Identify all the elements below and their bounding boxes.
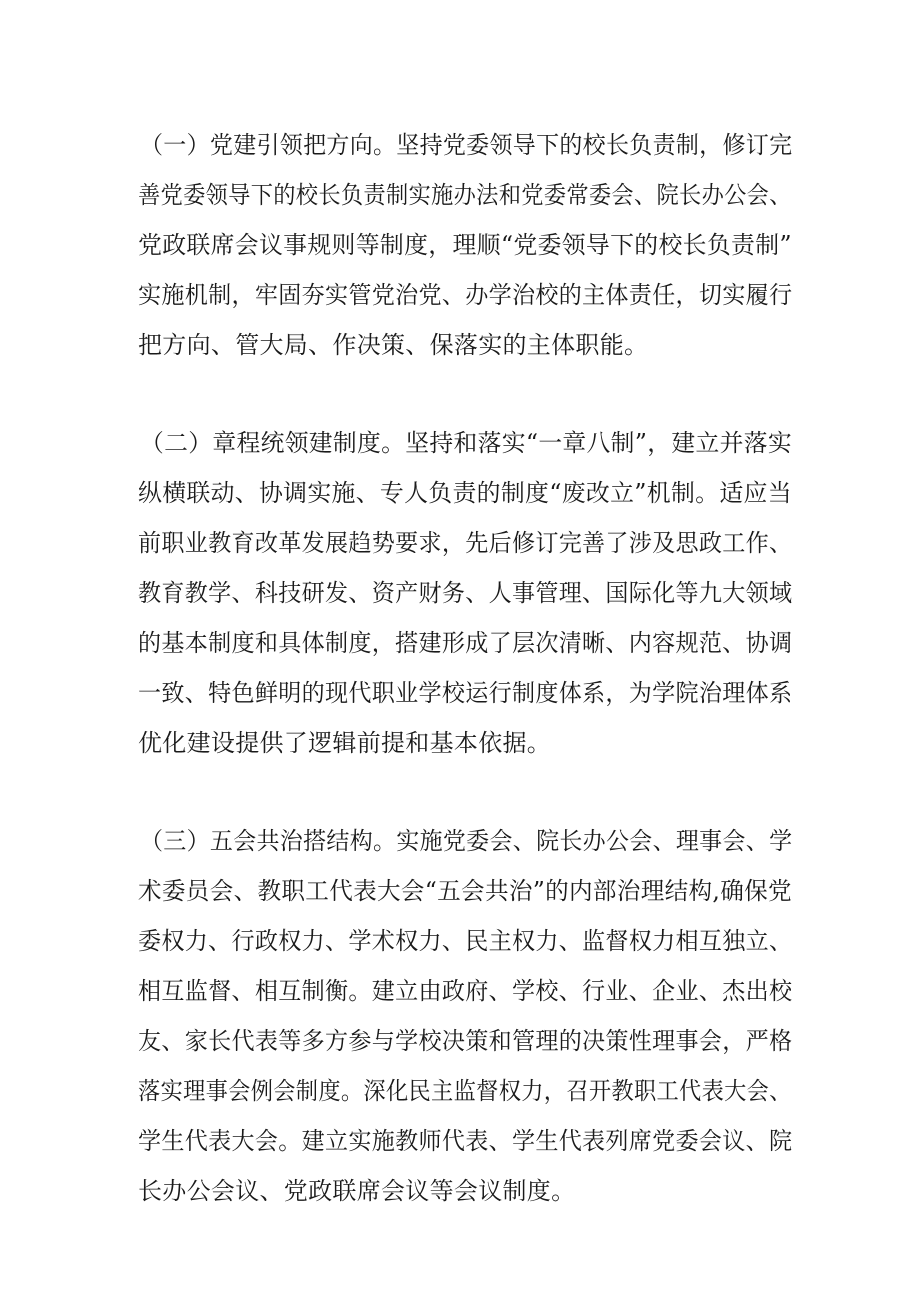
paragraph-line: 善党委领导下的校长负责制实施办法和党委常委会、院长办公会、 [138,181,792,209]
paragraph-line: 落实理事会例会制度。深化民主监督权力，召开教职工代表大会、 [138,1077,792,1105]
paragraph-line: 长办公会议、党政联席会议等会议制度。 [138,1177,576,1205]
paragraph-line: 相互监督、相互制衡。建立由政府、学校、行业、企业、杰出校 [138,977,793,1005]
paragraph-line: 优化建设提供了逻辑前提和基本依据。 [138,729,552,757]
paragraph-line: 党政联席会议事规则等制度，理顺“党委领导下的校长负责制” [138,231,792,259]
paragraph-line: 学生代表大会。建立实施教师代表、学生代表列席党委会议、院 [138,1127,793,1155]
paragraph-line: 纵横联动、协调实施、专人负责的制度“废改立”机制。适应当 [138,479,792,507]
paragraph-line: （三）五会共治搭结构。实施党委会、院长办公会、理事会、学 [140,827,793,855]
paragraph-line: 实施机制，牢固夯实管党治党、办学治校的主体责任，切实履行 [138,281,793,309]
paragraph-line: （二）章程统领建制度。坚持和落实“一章八制”，建立并落实 [140,429,792,457]
paragraph-line: 前职业教育改革发展趋势要求，先后修订完善了涉及思政工作、 [138,529,793,557]
paragraph-line: 委权力、行政权力、学术权力、民主权力、监督权力相互独立、 [138,927,793,955]
paragraph-line: 术委员会、教职工代表大会“五会共治”的内部治理结构,确保党 [138,877,792,905]
paragraph-line: 的基本制度和具体制度，搭建形成了层次清晰、内容规范、协调 [138,629,793,657]
paragraph-line: 友、家长代表等多方参与学校决策和管理的决策性理事会，严格 [138,1027,793,1055]
paragraph-line: 把方向、管大局、作决策、保落实的主体职能。 [138,331,649,359]
paragraph-line: 教育教学、科技研发、资产财务、人事管理、国际化等九大领域 [138,579,793,607]
paragraph-line: 一致、特色鲜明的现代职业学校运行制度体系，为学院治理体系 [138,679,793,707]
paragraph-line: （一）党建引领把方向。坚持党委领导下的校长负责制，修订完 [140,131,793,159]
